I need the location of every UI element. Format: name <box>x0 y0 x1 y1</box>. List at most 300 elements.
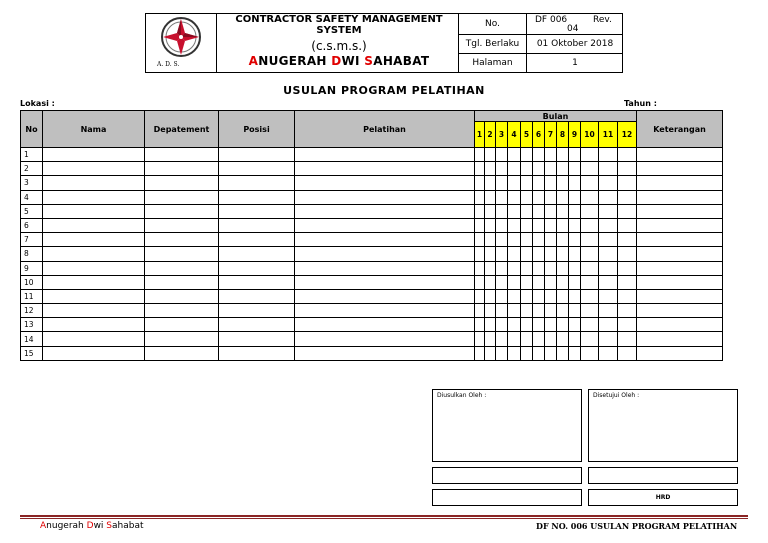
table-cell[interactable] <box>533 233 545 247</box>
table-cell[interactable] <box>521 318 533 332</box>
table-cell[interactable] <box>618 275 637 289</box>
table-cell[interactable] <box>521 261 533 275</box>
table-cell[interactable] <box>637 233 723 247</box>
table-cell[interactable] <box>508 218 521 232</box>
col-no: No <box>21 111 43 148</box>
row-number: 5 <box>21 204 43 218</box>
name-fragment: nugerah <box>46 521 87 531</box>
table-cell[interactable] <box>496 204 508 218</box>
table-cell[interactable] <box>569 176 581 190</box>
compass-star-icon <box>145 13 215 65</box>
table-cell[interactable] <box>557 204 569 218</box>
table-cell[interactable] <box>545 176 557 190</box>
table-cell[interactable] <box>618 289 637 303</box>
table-cell[interactable] <box>533 190 545 204</box>
table-cell[interactable] <box>637 332 723 346</box>
table-cell[interactable] <box>599 275 618 289</box>
table-cell[interactable] <box>545 332 557 346</box>
table-cell[interactable] <box>475 190 485 204</box>
table-cell[interactable] <box>219 304 295 318</box>
table-cell[interactable] <box>145 190 219 204</box>
table-cell[interactable] <box>219 318 295 332</box>
table-cell[interactable] <box>485 233 496 247</box>
month-4: 4 <box>508 122 521 148</box>
month-9: 9 <box>569 122 581 148</box>
table-cell[interactable] <box>569 289 581 303</box>
table-cell[interactable] <box>533 332 545 346</box>
meta-row-tgl <box>459 35 623 54</box>
table-cell[interactable] <box>145 148 219 162</box>
diusulkan-position-field[interactable] <box>432 489 582 506</box>
table-cell[interactable] <box>521 176 533 190</box>
table-cell[interactable] <box>637 261 723 275</box>
table-cell[interactable] <box>145 204 219 218</box>
table-cell[interactable] <box>557 162 569 176</box>
table-cell[interactable] <box>533 275 545 289</box>
table-cell[interactable] <box>43 233 145 247</box>
table-cell[interactable] <box>557 247 569 261</box>
table-cell[interactable] <box>496 162 508 176</box>
table-cell[interactable] <box>219 261 295 275</box>
table-cell[interactable] <box>145 176 219 190</box>
table-cell[interactable] <box>637 275 723 289</box>
table-cell[interactable] <box>569 233 581 247</box>
table-cell[interactable] <box>43 304 145 318</box>
table-cell[interactable] <box>581 176 599 190</box>
table-cell[interactable] <box>43 261 145 275</box>
table-cell[interactable] <box>219 148 295 162</box>
table-cell[interactable] <box>219 289 295 303</box>
table-cell[interactable] <box>496 318 508 332</box>
table-cell[interactable] <box>637 247 723 261</box>
meta-hal-value: 1 <box>572 58 578 68</box>
table-cell[interactable] <box>599 261 618 275</box>
table-cell[interactable] <box>521 218 533 232</box>
table-cell[interactable] <box>219 204 295 218</box>
table-cell[interactable] <box>557 233 569 247</box>
table-cell[interactable] <box>295 218 475 232</box>
table-cell[interactable] <box>599 190 618 204</box>
table-cell[interactable] <box>533 247 545 261</box>
row-number: 11 <box>21 289 43 303</box>
table-cell[interactable] <box>496 261 508 275</box>
month-6: 6 <box>533 122 545 148</box>
table-cell[interactable] <box>521 148 533 162</box>
table-cell[interactable] <box>145 261 219 275</box>
table-cell[interactable] <box>485 204 496 218</box>
table-cell[interactable] <box>545 318 557 332</box>
table-cell[interactable] <box>145 346 219 360</box>
table-cell[interactable] <box>508 304 521 318</box>
table-cell[interactable] <box>599 204 618 218</box>
row-number: 8 <box>21 247 43 261</box>
table-cell[interactable] <box>43 332 145 346</box>
table-cell[interactable] <box>145 289 219 303</box>
meta-row-no <box>459 13 623 35</box>
table-cell[interactable] <box>557 289 569 303</box>
table-cell[interactable] <box>43 275 145 289</box>
table-cell[interactable] <box>637 318 723 332</box>
table-cell[interactable] <box>581 218 599 232</box>
table-cell[interactable] <box>43 218 145 232</box>
table-cell[interactable] <box>533 318 545 332</box>
table-cell[interactable] <box>599 176 618 190</box>
table-cell[interactable] <box>545 346 557 360</box>
table-cell[interactable] <box>43 176 145 190</box>
table-row <box>21 176 723 190</box>
table-cell[interactable] <box>475 162 485 176</box>
table-cell[interactable] <box>581 304 599 318</box>
table-cell[interactable] <box>475 247 485 261</box>
table-cell[interactable] <box>533 148 545 162</box>
footer-rule-thin <box>20 518 748 519</box>
table-cell[interactable] <box>618 148 637 162</box>
table-cell[interactable] <box>557 190 569 204</box>
table-cell[interactable] <box>219 275 295 289</box>
table-cell[interactable] <box>618 318 637 332</box>
logo-caption: A. D. S. <box>157 61 180 68</box>
table-cell[interactable] <box>43 162 145 176</box>
table-cell[interactable] <box>295 204 475 218</box>
table-row <box>21 261 723 275</box>
table-cell[interactable] <box>496 148 508 162</box>
table-cell[interactable] <box>545 148 557 162</box>
table-cell[interactable] <box>508 289 521 303</box>
company-name <box>220 54 458 68</box>
table-cell[interactable] <box>599 332 618 346</box>
table-cell[interactable] <box>219 332 295 346</box>
table-cell[interactable] <box>219 176 295 190</box>
table-cell[interactable] <box>485 346 496 360</box>
table-cell[interactable] <box>581 148 599 162</box>
table-cell[interactable] <box>545 304 557 318</box>
table-cell[interactable] <box>145 233 219 247</box>
name-fragment: S <box>106 521 113 531</box>
table-cell[interactable] <box>581 247 599 261</box>
table-cell[interactable] <box>618 162 637 176</box>
table-cell[interactable] <box>485 247 496 261</box>
table-cell[interactable] <box>219 247 295 261</box>
table-cell[interactable] <box>569 304 581 318</box>
table-cell[interactable] <box>521 190 533 204</box>
table-cell[interactable] <box>533 176 545 190</box>
table-cell[interactable] <box>43 247 145 261</box>
table-cell[interactable] <box>485 218 496 232</box>
table-cell[interactable] <box>557 275 569 289</box>
table-cell[interactable] <box>637 148 723 162</box>
table-cell[interactable] <box>637 346 723 360</box>
table-cell[interactable] <box>43 289 145 303</box>
table-cell[interactable] <box>145 318 219 332</box>
table-cell[interactable] <box>43 148 145 162</box>
table-cell[interactable] <box>569 218 581 232</box>
table-cell[interactable] <box>533 218 545 232</box>
table-cell[interactable] <box>485 261 496 275</box>
table-cell[interactable] <box>475 204 485 218</box>
table-cell[interactable] <box>581 190 599 204</box>
disetujui-position-field[interactable] <box>588 489 738 506</box>
table-cell[interactable] <box>618 261 637 275</box>
table-cell[interactable] <box>295 247 475 261</box>
table-cell[interactable] <box>43 346 145 360</box>
table-cell[interactable] <box>496 247 508 261</box>
month-2: 2 <box>485 122 496 148</box>
table-cell[interactable] <box>521 275 533 289</box>
table-cell[interactable] <box>496 332 508 346</box>
table-cell[interactable] <box>569 148 581 162</box>
table-cell[interactable] <box>475 275 485 289</box>
table-cell[interactable] <box>637 304 723 318</box>
table-cell[interactable] <box>581 204 599 218</box>
table-cell[interactable] <box>599 304 618 318</box>
table-cell[interactable] <box>295 318 475 332</box>
table-cell[interactable] <box>569 190 581 204</box>
table-cell[interactable] <box>545 247 557 261</box>
row-number: 7 <box>21 233 43 247</box>
table-cell[interactable] <box>637 289 723 303</box>
table-cell[interactable] <box>557 148 569 162</box>
table-cell[interactable] <box>485 289 496 303</box>
table-cell[interactable] <box>521 332 533 346</box>
table-cell[interactable] <box>521 346 533 360</box>
table-row <box>21 346 723 360</box>
tahun-label: Tahun : <box>624 99 657 108</box>
table-cell[interactable] <box>496 275 508 289</box>
table-cell[interactable] <box>581 346 599 360</box>
table-row <box>21 304 723 318</box>
table-cell[interactable] <box>599 233 618 247</box>
table-cell[interactable] <box>485 275 496 289</box>
table-cell[interactable] <box>569 275 581 289</box>
table-cell[interactable] <box>545 204 557 218</box>
table-cell[interactable] <box>508 318 521 332</box>
row-number: 4 <box>21 190 43 204</box>
table-cell[interactable] <box>637 176 723 190</box>
table-cell[interactable] <box>295 233 475 247</box>
table-cell[interactable] <box>295 289 475 303</box>
table-cell[interactable] <box>145 162 219 176</box>
table-cell[interactable] <box>485 162 496 176</box>
table-cell[interactable] <box>475 289 485 303</box>
table-cell[interactable] <box>581 275 599 289</box>
table-cell[interactable] <box>618 218 637 232</box>
table-cell[interactable] <box>508 204 521 218</box>
table-cell[interactable] <box>145 218 219 232</box>
table-cell[interactable] <box>295 304 475 318</box>
diusulkan-name-field[interactable] <box>432 467 582 484</box>
table-row <box>21 162 723 176</box>
table-cell[interactable] <box>43 190 145 204</box>
table-cell[interactable] <box>533 261 545 275</box>
footer-rule-thick <box>20 515 748 517</box>
table-cell[interactable] <box>545 218 557 232</box>
table-cell[interactable] <box>485 318 496 332</box>
table-cell[interactable] <box>618 204 637 218</box>
table-cell[interactable] <box>295 275 475 289</box>
col-departement: Depatement <box>145 111 219 148</box>
table-cell[interactable] <box>533 346 545 360</box>
table-cell[interactable] <box>569 247 581 261</box>
table-cell[interactable] <box>521 162 533 176</box>
table-cell[interactable] <box>569 332 581 346</box>
table-cell[interactable] <box>521 204 533 218</box>
table-cell[interactable] <box>496 289 508 303</box>
table-cell[interactable] <box>475 318 485 332</box>
table-cell[interactable] <box>569 318 581 332</box>
table-cell[interactable] <box>145 304 219 318</box>
table-cell[interactable] <box>581 261 599 275</box>
table-cell[interactable] <box>508 148 521 162</box>
table-cell[interactable] <box>219 190 295 204</box>
table-cell[interactable] <box>508 162 521 176</box>
table-cell[interactable] <box>545 233 557 247</box>
table-cell[interactable] <box>295 332 475 346</box>
table-cell[interactable] <box>557 332 569 346</box>
table-cell[interactable] <box>485 148 496 162</box>
table-cell[interactable] <box>219 218 295 232</box>
table-cell[interactable] <box>545 261 557 275</box>
table-cell[interactable] <box>475 176 485 190</box>
table-cell[interactable] <box>581 318 599 332</box>
table-cell[interactable] <box>599 346 618 360</box>
table-cell[interactable] <box>545 162 557 176</box>
table-cell[interactable] <box>599 162 618 176</box>
table-cell[interactable] <box>508 332 521 346</box>
table-cell[interactable] <box>496 346 508 360</box>
table-cell[interactable] <box>475 332 485 346</box>
table-cell[interactable] <box>475 346 485 360</box>
table-cell[interactable] <box>295 346 475 360</box>
disetujui-label: Disetujui Oleh : <box>593 392 640 399</box>
table-cell[interactable] <box>557 261 569 275</box>
month-1: 1 <box>475 122 485 148</box>
table-cell[interactable] <box>496 176 508 190</box>
table-cell[interactable] <box>485 332 496 346</box>
table-cell[interactable] <box>295 176 475 190</box>
table-cell[interactable] <box>618 332 637 346</box>
table-row <box>21 318 723 332</box>
table-cell[interactable] <box>599 148 618 162</box>
table-cell[interactable] <box>618 346 637 360</box>
table-cell[interactable] <box>508 346 521 360</box>
table-cell[interactable] <box>618 176 637 190</box>
table-cell[interactable] <box>569 204 581 218</box>
table-cell[interactable] <box>475 233 485 247</box>
table-cell[interactable] <box>557 304 569 318</box>
table-cell[interactable] <box>637 190 723 204</box>
table-cell[interactable] <box>569 261 581 275</box>
table-cell[interactable] <box>475 304 485 318</box>
table-cell[interactable] <box>545 275 557 289</box>
table-cell[interactable] <box>557 346 569 360</box>
table-cell[interactable] <box>475 261 485 275</box>
table-cell[interactable] <box>618 247 637 261</box>
table-cell[interactable] <box>521 247 533 261</box>
table-cell[interactable] <box>533 304 545 318</box>
table-cell[interactable] <box>637 218 723 232</box>
table-cell[interactable] <box>557 318 569 332</box>
table-cell[interactable] <box>508 275 521 289</box>
row-number: 6 <box>21 218 43 232</box>
table-cell[interactable] <box>145 275 219 289</box>
table-cell[interactable] <box>145 332 219 346</box>
table-cell[interactable] <box>533 162 545 176</box>
disetujui-box[interactable] <box>588 389 738 462</box>
table-cell[interactable] <box>295 148 475 162</box>
table-cell[interactable] <box>533 289 545 303</box>
table-cell[interactable] <box>545 289 557 303</box>
table-cell[interactable] <box>475 218 485 232</box>
table-cell[interactable] <box>43 204 145 218</box>
table-cell[interactable] <box>618 190 637 204</box>
table-cell[interactable] <box>295 261 475 275</box>
table-cell[interactable] <box>145 247 219 261</box>
table-cell[interactable] <box>508 261 521 275</box>
table-cell[interactable] <box>496 190 508 204</box>
table-cell[interactable] <box>508 190 521 204</box>
table-cell[interactable] <box>219 162 295 176</box>
row-number: 13 <box>21 318 43 332</box>
month-10: 10 <box>581 122 599 148</box>
table-cell[interactable] <box>637 204 723 218</box>
table-cell[interactable] <box>496 233 508 247</box>
row-number: 14 <box>21 332 43 346</box>
table-cell[interactable] <box>521 233 533 247</box>
table-cell[interactable] <box>618 304 637 318</box>
table-cell[interactable] <box>485 190 496 204</box>
table-cell[interactable] <box>219 346 295 360</box>
col-bulan: Bulan <box>475 111 637 122</box>
table-cell[interactable] <box>485 304 496 318</box>
table-cell[interactable] <box>637 162 723 176</box>
table-cell[interactable] <box>599 218 618 232</box>
table-cell[interactable] <box>599 247 618 261</box>
table-cell[interactable] <box>485 176 496 190</box>
table-cell[interactable] <box>581 233 599 247</box>
table-cell[interactable] <box>599 289 618 303</box>
table-cell[interactable] <box>521 289 533 303</box>
table-cell[interactable] <box>508 247 521 261</box>
table-cell[interactable] <box>599 318 618 332</box>
table-cell[interactable] <box>475 148 485 162</box>
table-cell[interactable] <box>569 162 581 176</box>
table-cell[interactable] <box>496 304 508 318</box>
table-cell[interactable] <box>508 176 521 190</box>
table-cell[interactable] <box>508 233 521 247</box>
table-cell[interactable] <box>533 204 545 218</box>
table-cell[interactable] <box>219 233 295 247</box>
table-row <box>21 218 723 232</box>
table-cell[interactable] <box>557 176 569 190</box>
row-number: 2 <box>21 162 43 176</box>
table-cell[interactable] <box>581 332 599 346</box>
table-cell[interactable] <box>581 289 599 303</box>
table-cell[interactable] <box>557 218 569 232</box>
table-cell[interactable] <box>43 318 145 332</box>
table-cell[interactable] <box>569 346 581 360</box>
table-cell[interactable] <box>295 190 475 204</box>
company-logo <box>145 13 217 73</box>
disetujui-name-field[interactable] <box>588 467 738 484</box>
table-cell[interactable] <box>295 162 475 176</box>
name-fragment: S <box>364 54 374 68</box>
diusulkan-box[interactable] <box>432 389 582 462</box>
table-cell[interactable] <box>581 162 599 176</box>
table-cell[interactable] <box>521 304 533 318</box>
table-cell[interactable] <box>618 233 637 247</box>
table-cell[interactable] <box>545 190 557 204</box>
table-cell[interactable] <box>496 218 508 232</box>
